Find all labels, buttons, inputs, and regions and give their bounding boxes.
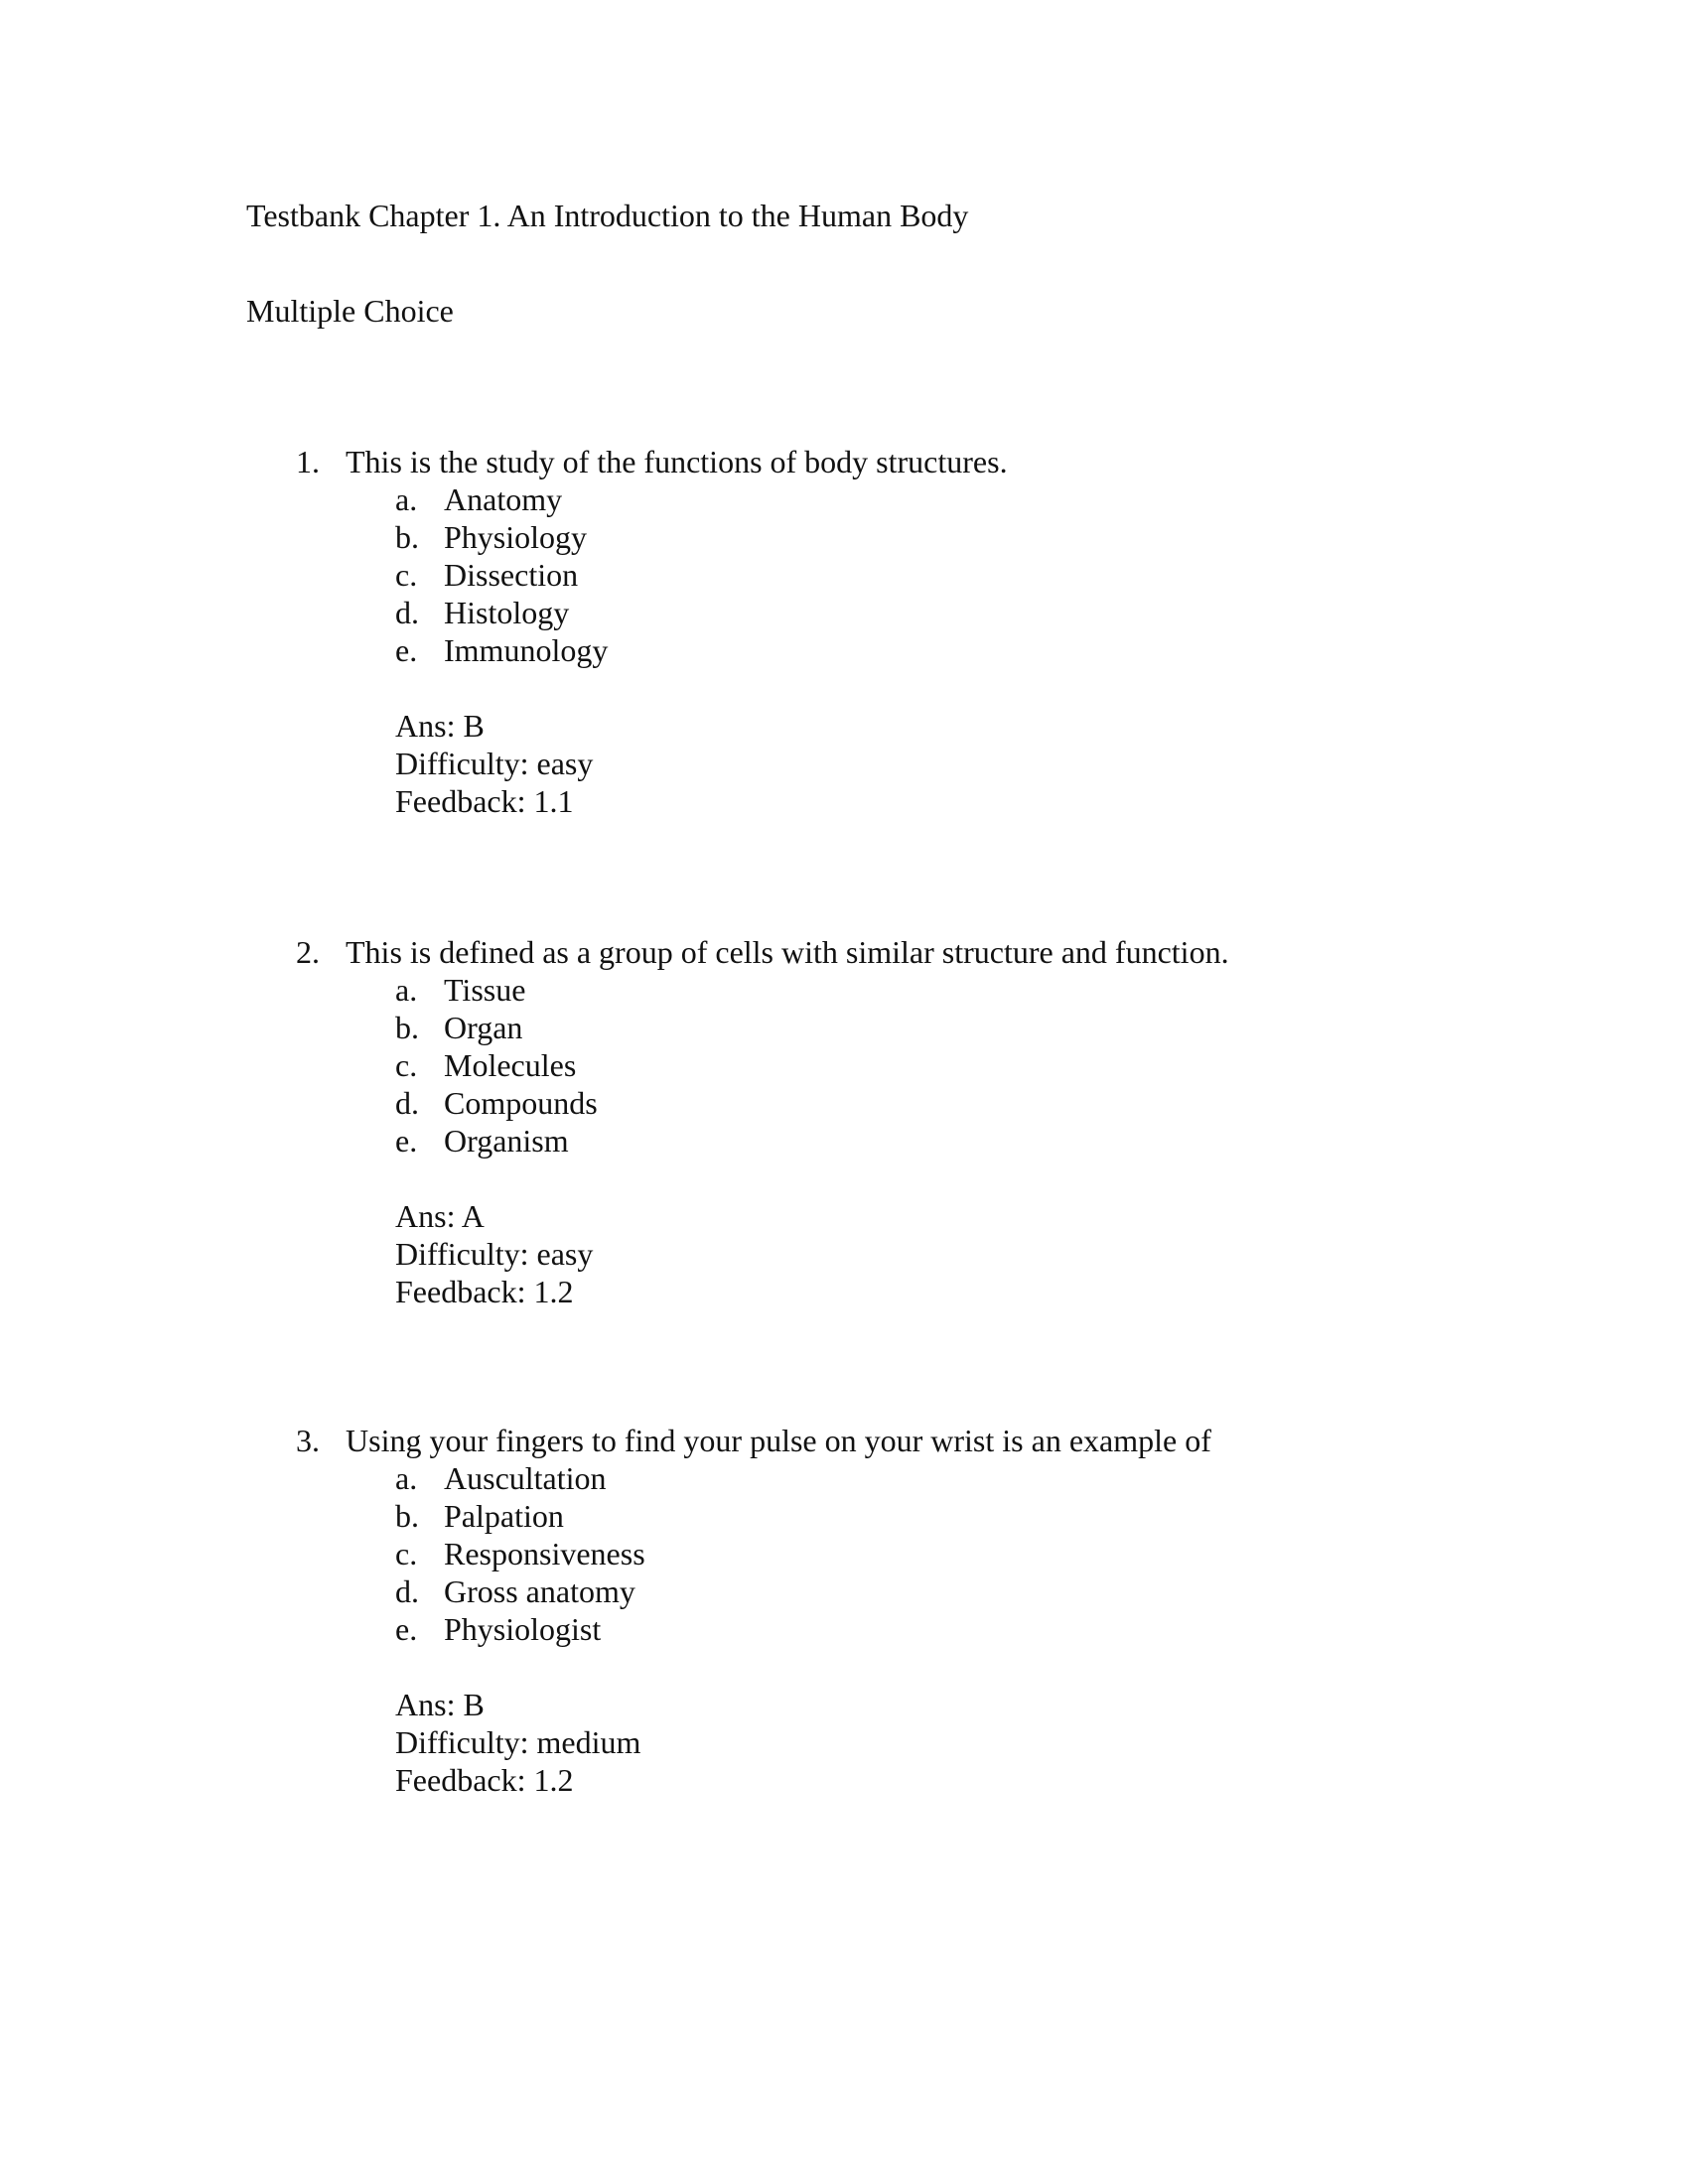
- option-d: [0, 1084, 1688, 1122]
- answer-key: Ans: B: [395, 1687, 485, 1722]
- option-text: Tissue: [444, 972, 526, 1008]
- question-text: Using your fingers to find your pulse on your wrist is an example of: [346, 1423, 1211, 1458]
- feedback-reference: Feedback: 1.1: [395, 783, 574, 819]
- option-text: Gross anatomy: [444, 1573, 635, 1609]
- option-text: Palpation: [444, 1498, 564, 1534]
- option-letter: d.: [395, 1573, 419, 1609]
- answer-options: [0, 1459, 1688, 1648]
- option-b: [0, 1497, 1688, 1535]
- option-letter: d.: [395, 595, 419, 630]
- option-b: [0, 1009, 1688, 1046]
- question-text: This is the study of the functions of body structures.: [346, 444, 1008, 479]
- option-text: Organism: [444, 1123, 569, 1159]
- option-letter: a.: [395, 481, 418, 517]
- question-1: [0, 443, 1688, 820]
- option-letter: e.: [395, 1611, 418, 1647]
- option-text: Auscultation: [444, 1460, 607, 1496]
- feedback-reference: Feedback: 1.2: [395, 1274, 574, 1309]
- option-text: Immunology: [444, 632, 609, 668]
- answer-key: Ans: A: [395, 1198, 485, 1234]
- option-letter: b.: [395, 519, 419, 555]
- option-letter: e.: [395, 1123, 418, 1159]
- option-c: [0, 1535, 1688, 1572]
- section-heading: Multiple Choice: [246, 293, 454, 329]
- option-text: Dissection: [444, 557, 579, 593]
- answer-key: Ans: B: [395, 708, 485, 744]
- option-letter: a.: [395, 1460, 418, 1496]
- option-letter: b.: [395, 1498, 419, 1534]
- difficulty-level: Difficulty: medium: [395, 1724, 641, 1760]
- answer-options: [0, 480, 1688, 669]
- option-text: Molecules: [444, 1047, 577, 1083]
- option-text: Physiology: [444, 519, 588, 555]
- question-number: 1.: [296, 444, 320, 479]
- option-text: Responsiveness: [444, 1536, 645, 1571]
- option-c: [0, 556, 1688, 594]
- difficulty-level: Difficulty: easy: [395, 1236, 594, 1272]
- option-text: Physiologist: [444, 1611, 602, 1647]
- option-letter: d.: [395, 1085, 419, 1121]
- option-d: [0, 594, 1688, 631]
- option-letter: b.: [395, 1010, 419, 1045]
- question-3: [0, 1422, 1688, 1799]
- question-text: This is defined as a group of cells with similar structure and function.: [346, 934, 1229, 970]
- option-letter: c.: [395, 1047, 418, 1083]
- option-a: [0, 1459, 1688, 1497]
- option-letter: e.: [395, 632, 418, 668]
- question-stem: [0, 1422, 1688, 1459]
- option-text: Organ: [444, 1010, 523, 1045]
- feedback-reference: Feedback: 1.2: [395, 1762, 574, 1798]
- answer-metadata: [0, 1686, 1688, 1799]
- question-number: 3.: [296, 1423, 320, 1458]
- option-c: [0, 1046, 1688, 1084]
- option-b: [0, 518, 1688, 556]
- answer-options: [0, 971, 1688, 1160]
- option-e: [0, 1122, 1688, 1160]
- difficulty-level: Difficulty: easy: [395, 746, 594, 781]
- answer-metadata: [0, 1197, 1688, 1310]
- question-stem: [0, 933, 1688, 971]
- option-e: [0, 631, 1688, 669]
- option-text: Compounds: [444, 1085, 598, 1121]
- option-letter: a.: [395, 972, 418, 1008]
- option-text: Histology: [444, 595, 570, 630]
- answer-metadata: [0, 707, 1688, 820]
- option-e: [0, 1610, 1688, 1648]
- question-2: [0, 933, 1688, 1310]
- option-text: Anatomy: [444, 481, 563, 517]
- question-number: 2.: [296, 934, 320, 970]
- question-stem: [0, 443, 1688, 480]
- option-letter: c.: [395, 1536, 418, 1571]
- option-a: [0, 480, 1688, 518]
- option-letter: c.: [395, 557, 418, 593]
- option-d: [0, 1572, 1688, 1610]
- page-title: Testbank Chapter 1. An Introduction to the Human Body: [246, 198, 969, 233]
- option-a: [0, 971, 1688, 1009]
